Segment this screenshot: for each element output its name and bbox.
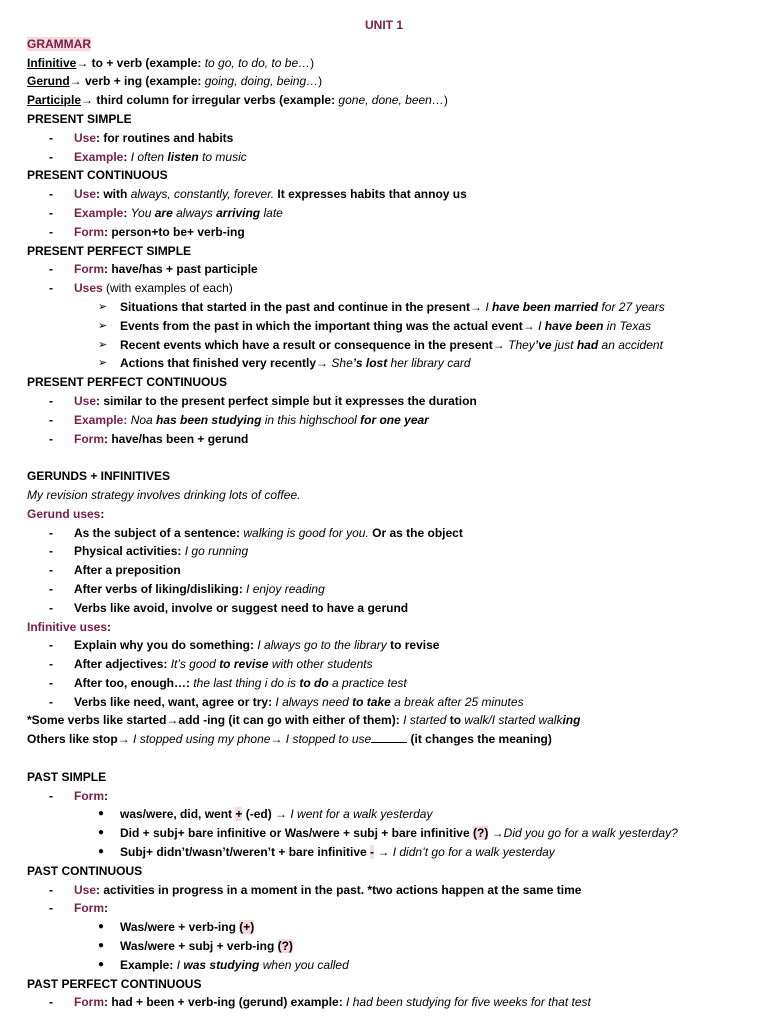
past-simple-form: - Form: bbox=[49, 788, 108, 803]
gerund-uses-heading: Gerund uses: bbox=[27, 506, 105, 521]
past-continuous-example: ● Example: I was studying when you called bbox=[0, 956, 768, 975]
present-continuous-form: - Form: person+to be+ verb-ing bbox=[49, 224, 245, 239]
gerund-use-physical: - Physical activities: I go running bbox=[49, 544, 249, 559]
gerund-use-avoid: - Verbs like avoid, involve or suggest need to have a gerund bbox=[49, 600, 409, 615]
uses-item-situations: ➢ Situations that started in the past and continue in the present→ I have been married for 27 years bbox=[0, 298, 768, 317]
round-bullet-icon: ● bbox=[98, 827, 105, 839]
infinitive-use-verbs: - Verbs like need, want, agree or try: I always need to take a break after 25 minutes bbox=[49, 694, 524, 709]
arrowhead-bullet-icon: ➢ bbox=[98, 300, 108, 313]
gerund-use-liking: - After verbs of liking/disliking: I enjoy reading bbox=[49, 581, 325, 596]
past-simple-affirmative: ● was/were, did, went + (-ed) → I went for a walk yesterday bbox=[0, 805, 768, 824]
present-continuous-example: - Example: You are always arriving late bbox=[49, 205, 283, 220]
note-stop: Others like stop→ I stopped using my phone→ I stopped to use (it changes the meaning) bbox=[27, 732, 552, 747]
past-simple-question: ● Did + subj+ bare infinitive or Was/were + subj + bare infinitive (?) →Did you go for a walk yesterday? bbox=[0, 824, 768, 843]
past-continuous-heading: PAST CONTINUOUS bbox=[27, 863, 143, 878]
participle-definition: Participle→ third column for irregular verbs (example: gone, done, been…) bbox=[27, 93, 448, 108]
present-simple-heading: PRESENT SIMPLE bbox=[27, 111, 132, 126]
gerund-use-subject: - As the subject of a sentence: walking is good for you. Or as the object bbox=[49, 525, 463, 540]
present-perfect-continuous-form: - Form: have/has been + gerund bbox=[49, 431, 249, 446]
grammar-heading: GRAMMAR bbox=[27, 36, 91, 51]
present-perfect-continuous-example: - Example: Noa has been studying in this highschool for one year bbox=[49, 412, 429, 427]
past-perfect-continuous-form: - Form: had + been + verb-ing (gerund) example: I had been studying for five weeks for that test bbox=[49, 995, 591, 1010]
note-started: *Some verbs like started→add -ing (it can go with either of them): I started to walk/I started walking bbox=[27, 713, 581, 728]
past-perfect-continuous-heading: PAST PERFECT CONTINUOUS bbox=[27, 976, 202, 991]
past-simple-negative: ● Subj+ didn’t/wasn’t/weren’t + bare infinitive - → I didn’t go for a walk yesterday bbox=[0, 843, 768, 862]
page-title: UNIT 1 bbox=[364, 18, 403, 32]
infinitive-use-explain: - Explain why you do something: I always go to the library to revise bbox=[49, 638, 440, 653]
gerund-use-preposition: - After a preposition bbox=[49, 563, 181, 578]
past-continuous-question: ● Was/were + subj + verb-ing (?) bbox=[0, 937, 768, 956]
round-bullet-icon: ● bbox=[98, 808, 105, 820]
gerund-definition: Gerund→ verb + ing (example: going, doing, being…) bbox=[27, 74, 323, 89]
infinitive-use-too-enough: - After too, enough…: the last thing i do is to do a practice test bbox=[49, 675, 407, 690]
present-simple-example: - Example: I often listen to music bbox=[49, 149, 247, 164]
spacer bbox=[0, 749, 768, 768]
past-simple-heading: PAST SIMPLE bbox=[27, 769, 107, 784]
round-bullet-icon: ● bbox=[98, 846, 105, 858]
spacer bbox=[0, 448, 768, 467]
past-continuous-affirmative: ● Was/were + verb-ing (+) bbox=[0, 918, 768, 937]
round-bullet-icon: ● bbox=[98, 958, 105, 970]
gerunds-infinitives-heading: GERUNDS + INFINITIVES bbox=[27, 469, 171, 484]
document-page bbox=[0, 16, 768, 1012]
present-continuous-heading: PRESENT CONTINUOUS bbox=[27, 168, 168, 183]
present-perfect-simple-uses: - Uses (with examples of each) bbox=[49, 281, 233, 296]
arrowhead-bullet-icon: ➢ bbox=[98, 357, 108, 370]
fill-in-blank bbox=[371, 730, 407, 743]
uses-item-events: ➢ Events from the past in which the important thing was the actual event→ I have been in Texas bbox=[0, 317, 768, 336]
present-simple-use: - Use: for routines and habits bbox=[49, 130, 234, 145]
uses-item-finished-actions: ➢ Actions that finished very recently→ She’s lost her library card bbox=[0, 354, 768, 373]
round-bullet-icon: ● bbox=[98, 940, 105, 952]
present-perfect-continuous-heading: PRESENT PERFECT CONTINUOUS bbox=[27, 375, 228, 390]
present-perfect-continuous-use: - Use: similar to the present perfect simple but it expresses the duration bbox=[49, 393, 477, 408]
infinitive-definition: Infinitive→ to + verb (example: to go, to do, to be…) bbox=[27, 55, 315, 70]
present-perfect-simple-form: - Form: have/has + past participle bbox=[49, 262, 258, 277]
infinitive-uses-heading: Infinitive uses: bbox=[27, 619, 112, 634]
gerunds-intro: My revision strategy involves drinking lots of coffee. bbox=[27, 487, 301, 502]
arrowhead-bullet-icon: ➢ bbox=[98, 319, 108, 332]
present-continuous-use: - Use: with always, constantly, forever. It expresses habits that annoy us bbox=[49, 187, 467, 202]
past-continuous-form: - Form: bbox=[49, 901, 108, 916]
round-bullet-icon: ● bbox=[98, 921, 105, 933]
past-continuous-use: - Use: activities in progress in a moment in the past. *two actions happen at the same time bbox=[49, 882, 582, 897]
present-perfect-simple-heading: PRESENT PERFECT SIMPLE bbox=[27, 243, 192, 258]
infinitive-use-adjectives: - After adjectives: It’s good to revise with other students bbox=[49, 657, 373, 672]
uses-item-recent-events: ➢ Recent events which have a result or consequence in the present→ They’ve just had an accident bbox=[0, 336, 768, 355]
arrowhead-bullet-icon: ➢ bbox=[98, 338, 108, 351]
